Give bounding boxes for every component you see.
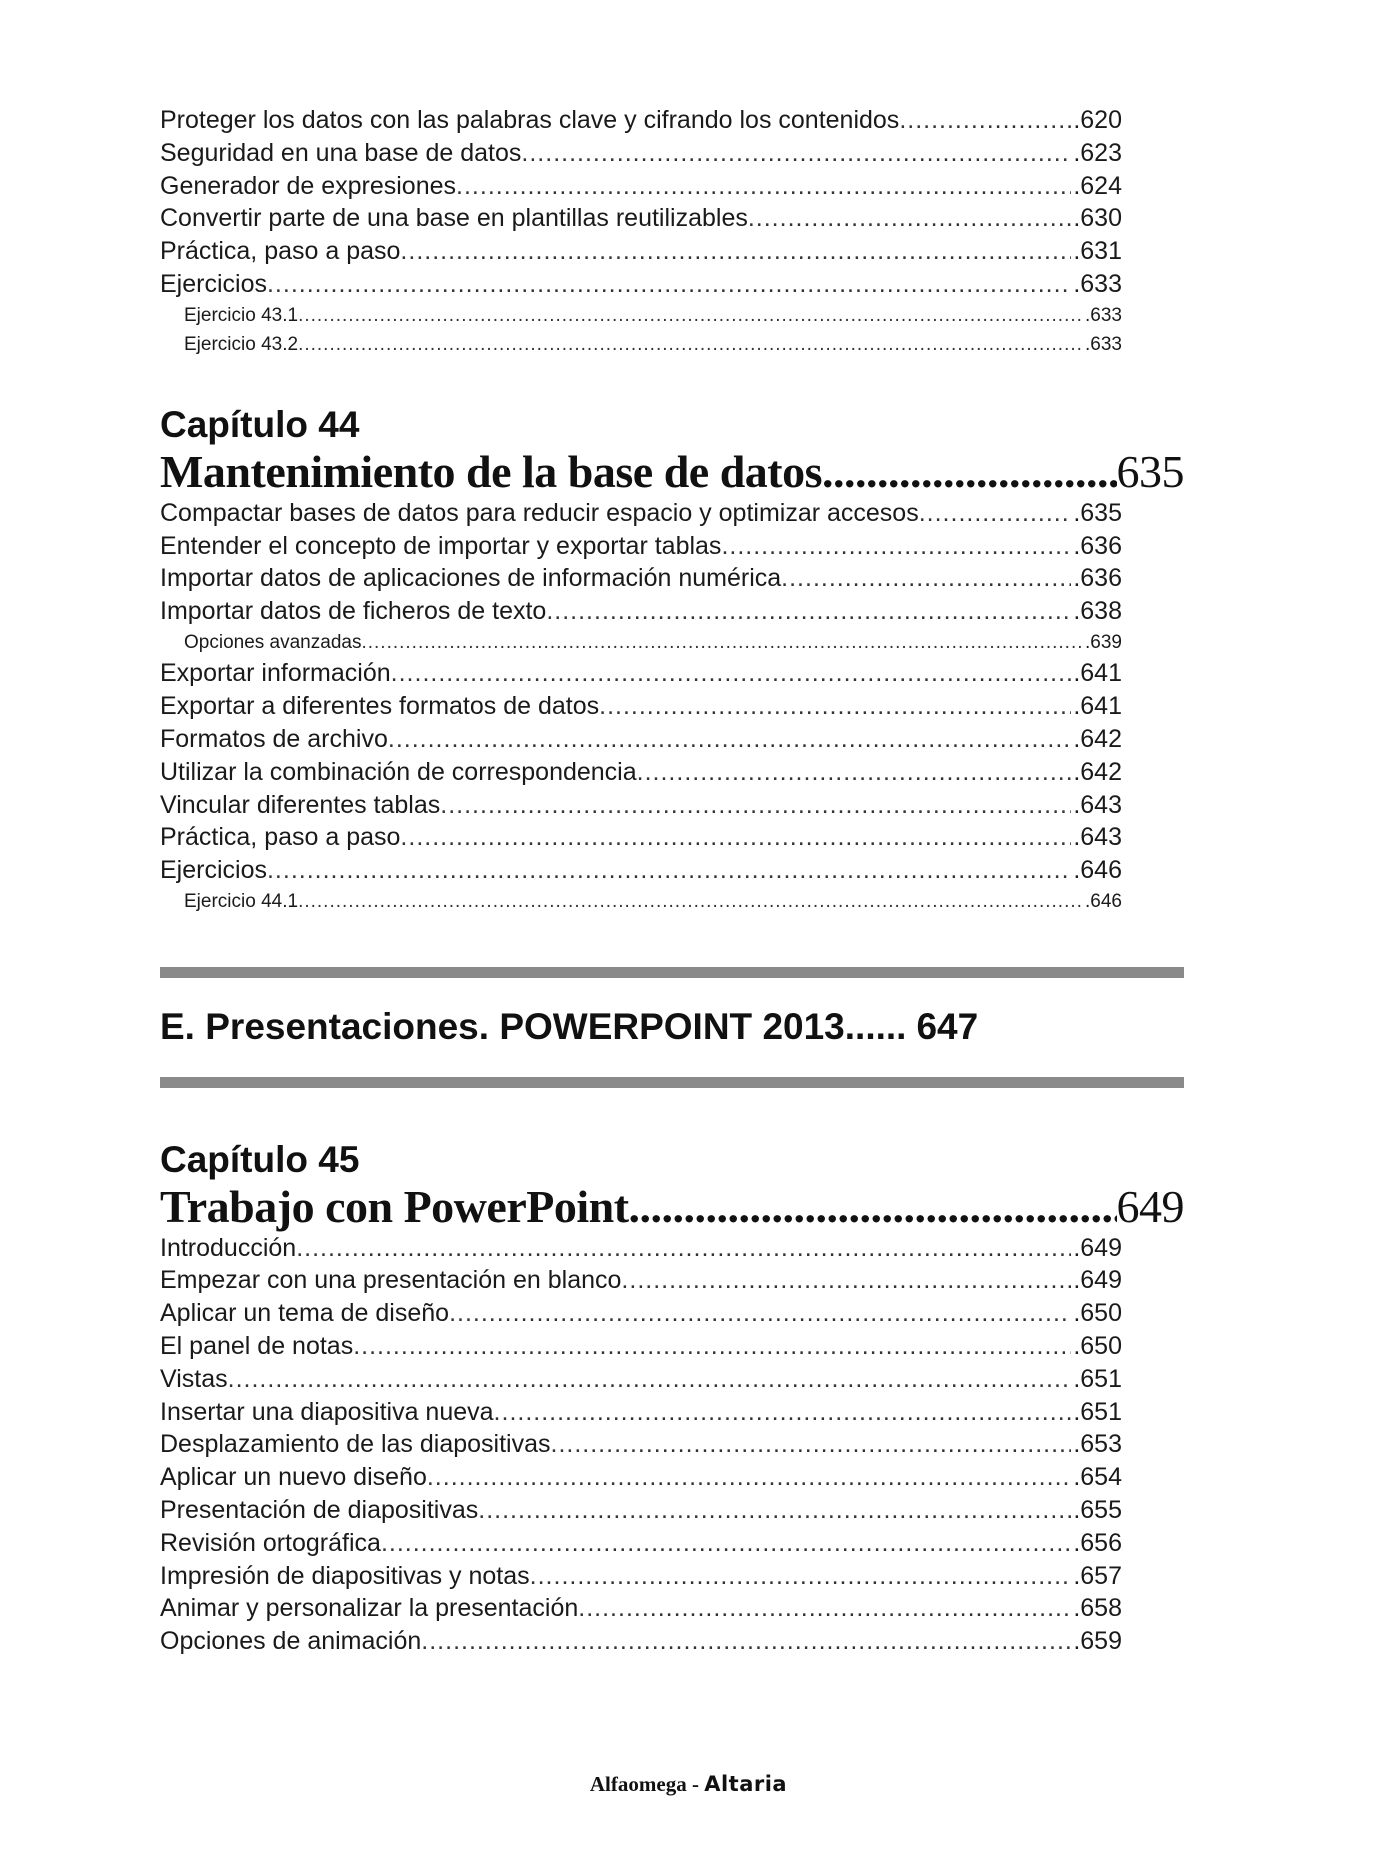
toc-entry: [160, 1494, 1122, 1527]
toc-entry-title: Entender el concepto de importar y exportar tablas: [160, 531, 722, 560]
toc-entry-title: Importar datos de ficheros de texto: [160, 597, 547, 626]
toc-entry: [160, 821, 1122, 854]
toc-entry-page: .631: [1073, 237, 1122, 266]
part-divider-top: [160, 967, 1184, 978]
leader-dots: [456, 170, 1071, 203]
leader-dots: [298, 330, 1083, 360]
toc-entry-page: .641: [1073, 692, 1122, 721]
toc-entry-title: Importar datos de aplicaciones de información numérica: [160, 564, 782, 593]
leader-dots: [546, 595, 1071, 628]
toc-subentry: [160, 330, 1122, 360]
toc-entry-title: Vincular diferentes tablas: [160, 790, 441, 819]
leader-dots: [421, 1625, 1071, 1658]
toc-entry: [160, 1396, 1122, 1429]
toc-entry: [160, 756, 1122, 789]
chapter-44-title-line: [160, 447, 1184, 497]
toc-entry-page: .641: [1073, 659, 1122, 688]
toc-entry: [160, 104, 1122, 137]
toc-entry-title: Generador de expresiones: [160, 171, 457, 200]
toc-entry-title: Ejercicio 43.1: [184, 304, 299, 326]
leader-dots: [449, 1297, 1071, 1330]
leader-dots: [296, 1232, 1071, 1265]
toc-entry-page: .642: [1073, 725, 1122, 754]
toc-entry-title: Convertir parte de una base en plantillas reutilizables: [160, 204, 748, 233]
toc-entry: [160, 1592, 1122, 1625]
toc-subentry: [160, 301, 1122, 331]
toc-entry-title: Impresión de diapositivas y notas: [160, 1561, 530, 1590]
toc-entry-title: Ejercicios: [160, 856, 267, 885]
toc-entry-page: .623: [1073, 138, 1122, 167]
toc-entry-page: .643: [1073, 790, 1122, 819]
toc-entry: [160, 1330, 1122, 1363]
toc-entry: [160, 137, 1122, 170]
toc-entry-title: Exportar a diferentes formatos de datos: [160, 692, 600, 721]
leader-dots: [427, 1461, 1071, 1494]
toc-entry-page: .650: [1073, 1299, 1122, 1328]
toc-entry-page: .620: [1073, 106, 1122, 134]
toc-entry-title: Empezar con una presentación en blanco: [160, 1266, 622, 1295]
leader-dots: [391, 657, 1072, 690]
toc-subentry: [160, 887, 1122, 917]
toc-entry-title: Compactar bases de datos para reducir espacio y optimizar accesos: [160, 498, 919, 527]
toc-entry-page: .654: [1073, 1463, 1122, 1492]
toc-entry-page: .638: [1073, 597, 1122, 626]
footer-publisher-altaria: Altaria: [704, 1772, 788, 1796]
toc-section-chapter-45: [160, 1232, 1184, 1658]
leader-dots: [621, 1264, 1071, 1297]
toc-entry-page: .633: [1073, 269, 1122, 298]
toc-entry-page: .636: [1073, 564, 1122, 593]
toc-entry: [160, 235, 1122, 268]
chapter-44-title: Mantenimiento de la base de datos: [160, 446, 822, 497]
toc-entry-page: .642: [1073, 757, 1122, 786]
toc-entry: [160, 595, 1122, 628]
chapter-44-label: Capítulo 44: [160, 403, 360, 445]
toc-entry-title: Vistas: [160, 1364, 228, 1393]
toc-entry-page: .635: [1073, 498, 1122, 527]
part-divider-bottom: [160, 1077, 1184, 1088]
part-e-page: 647: [916, 1005, 979, 1047]
toc-entry: [160, 1560, 1122, 1593]
toc-entry-page: .651: [1073, 1364, 1122, 1393]
toc-entry: [160, 789, 1122, 822]
toc-entry: [160, 1232, 1122, 1265]
toc-entry: [160, 1363, 1122, 1396]
toc-entry-page: .633: [1085, 304, 1122, 326]
toc-entry-page: .630: [1073, 204, 1122, 233]
toc-section-chapter-44: [160, 497, 1184, 917]
toc-entry-page: .646: [1073, 856, 1122, 885]
toc-entry: [160, 1527, 1122, 1560]
leader-dots: [629, 1182, 1117, 1232]
leader-dots: [578, 1592, 1071, 1625]
leader-dots: [521, 137, 1071, 170]
part-e-title: E. Presentaciones. POWERPOINT 2013: [160, 1005, 845, 1047]
toc-entry-title: Ejercicios: [160, 269, 267, 298]
toc-entry-page: .651: [1073, 1397, 1122, 1426]
chapter-45-page: 649: [1116, 1181, 1184, 1232]
toc-entry-title: El panel de notas: [160, 1331, 354, 1360]
toc-entry-page: .646: [1085, 891, 1122, 913]
leader-dots: [822, 447, 1117, 497]
toc-entry: [160, 202, 1122, 235]
leader-dots: [530, 1560, 1072, 1593]
leader-dots: [298, 887, 1083, 917]
leader-dots: [919, 497, 1072, 530]
toc-entry-title: Aplicar un tema de diseño: [160, 1299, 450, 1328]
chapter-45-title: Trabajo con PowerPoint: [160, 1181, 629, 1232]
leader-dots: [899, 104, 1071, 137]
toc-entry-page: .649: [1073, 1233, 1122, 1262]
footer-publisher-alfaomega: Alfaomega: [589, 1772, 687, 1796]
page-footer: [0, 1772, 1377, 1797]
toc-entry-title: Aplicar un nuevo diseño: [160, 1463, 427, 1492]
leader-dots: [748, 202, 1071, 235]
leader-dots: [440, 789, 1071, 822]
leader-dots: [637, 756, 1072, 789]
toc-entry: [160, 1297, 1122, 1330]
toc-entry-title: Formatos de archivo: [160, 725, 388, 754]
toc-entry: [160, 268, 1122, 301]
leader-dots: [478, 1494, 1071, 1527]
toc-entry: [160, 530, 1122, 563]
chapter-45-label: Capítulo 45: [160, 1138, 360, 1180]
toc-entry-page: .659: [1073, 1627, 1122, 1656]
toc-section-chapter-43-tail: [160, 104, 1184, 360]
toc-entry-page: .658: [1073, 1594, 1122, 1623]
toc-entry-page: .656: [1073, 1528, 1122, 1557]
toc-entry-page: .624: [1073, 171, 1122, 200]
toc-entry-page: .657: [1073, 1561, 1122, 1590]
toc-entry-title: Revisión ortográfica: [160, 1528, 381, 1557]
toc-entry: [160, 1625, 1122, 1658]
chapter-44-page: 635: [1116, 446, 1184, 497]
toc-entry-title: Seguridad en una base de datos: [160, 138, 522, 167]
toc-entry-title: Utilizar la combinación de correspondencia: [160, 757, 637, 786]
toc-entry-title: Presentación de diapositivas: [160, 1495, 479, 1524]
leader-dots: [388, 723, 1071, 756]
toc-entry: [160, 170, 1122, 203]
leader-dots: [267, 268, 1071, 301]
leader-dots: [845, 1005, 907, 1049]
toc-entry: [160, 497, 1122, 530]
toc-entry: [160, 1264, 1122, 1297]
toc-entry: [160, 690, 1122, 723]
toc-entry-title: Desplazamiento de las diapositivas: [160, 1430, 551, 1459]
toc-entry-title: Opciones avanzadas: [184, 631, 362, 653]
toc-entry-page: .649: [1073, 1266, 1122, 1295]
part-e-title-line: [160, 1005, 1184, 1049]
toc-entry-title: Animar y personalizar la presentación: [160, 1594, 579, 1623]
toc-entry-page: .643: [1073, 823, 1122, 852]
toc-entry: [160, 723, 1122, 756]
leader-dots: [228, 1363, 1072, 1396]
toc-entry: [160, 562, 1122, 595]
leader-dots: [298, 301, 1083, 331]
toc-entry-page: .655: [1073, 1495, 1122, 1524]
leader-dots: [400, 235, 1071, 268]
toc-entry: [160, 854, 1122, 887]
leader-dots: [494, 1396, 1072, 1429]
toc-entry: [160, 657, 1122, 690]
toc-entry-page: .653: [1073, 1430, 1122, 1459]
leader-dots: [781, 562, 1071, 595]
toc-entry-title: Exportar información: [160, 659, 391, 688]
toc-page: [160, 104, 1184, 1658]
leader-dots: [353, 1330, 1071, 1363]
toc-entry: [160, 1428, 1122, 1461]
leader-dots: [599, 690, 1071, 723]
toc-entry-title: Opciones de animación: [160, 1627, 422, 1656]
toc-entry-page: .650: [1073, 1331, 1122, 1360]
chapter-45-title-line: [160, 1182, 1184, 1232]
toc-entry-page: .639: [1085, 631, 1122, 653]
leader-dots: [381, 1527, 1071, 1560]
leader-dots: [361, 628, 1083, 658]
footer-separator: -: [691, 1772, 699, 1796]
toc-entry-title: Práctica, paso a paso: [160, 823, 401, 852]
leader-dots: [721, 530, 1071, 563]
toc-entry-title: Insertar una diapositiva nueva: [160, 1397, 494, 1426]
leader-dots: [551, 1428, 1072, 1461]
toc-entry-page: .636: [1073, 531, 1122, 560]
toc-subentry: [160, 628, 1122, 658]
toc-entry-title: Ejercicio 44.1: [184, 891, 299, 913]
toc-entry-title: Proteger los datos con las palabras clave y cifrando los contenidos: [160, 106, 900, 134]
toc-entry-title: Ejercicio 43.2: [184, 334, 299, 356]
toc-entry: [160, 1461, 1122, 1494]
leader-dots: [267, 854, 1071, 887]
leader-dots: [400, 821, 1071, 854]
toc-entry-title: Introducción: [160, 1233, 297, 1262]
toc-entry-title: Práctica, paso a paso: [160, 237, 401, 266]
toc-entry-page: .633: [1085, 334, 1122, 356]
